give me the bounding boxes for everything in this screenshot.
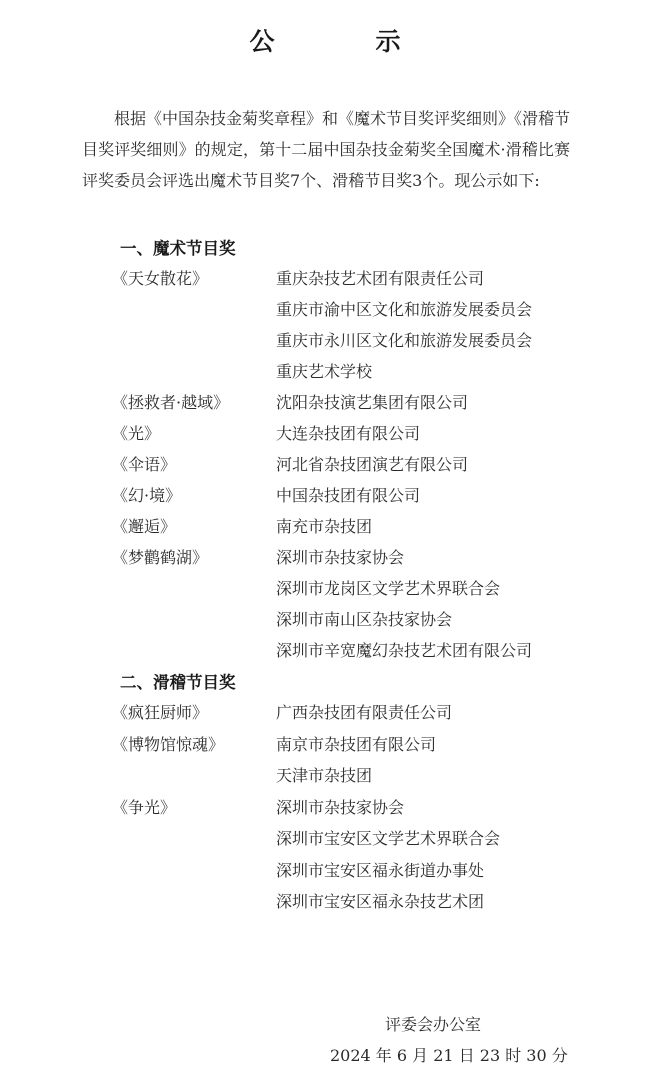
program-title: 《拯救者·越域》 — [112, 393, 230, 412]
organization-name: 深圳市宝安区福永街道办事处 — [276, 860, 485, 880]
organization-name: 天津市杂技团 — [276, 766, 373, 785]
organization-name: 重庆艺术学校 — [276, 362, 373, 381]
program-title: 《邂逅》 — [112, 517, 177, 536]
organization-name: 重庆杂技艺术团有限责任公司 — [276, 269, 485, 288]
program-title: 《疯狂厨师》 — [112, 703, 209, 722]
organization-name: 重庆市永川区文化和旅游发展委员会 — [276, 331, 533, 350]
program-title: 《梦鹳鹤湖》 — [112, 548, 209, 567]
organization-name: 深圳市南山区杂技家协会 — [276, 610, 453, 629]
organization-name: 南京市杂技团有限公司 — [276, 734, 437, 754]
section-heading-comedy: 二、滑稽节目奖 — [120, 673, 236, 692]
program-title: 《天女散花》 — [112, 269, 209, 288]
organization-name: 深圳市宝安区福永杂技艺术团 — [276, 892, 485, 911]
organization-name: 深圳市杂技家协会 — [276, 548, 405, 567]
program-title: 《博物馆惊魂》 — [112, 734, 225, 754]
page-title: 公 示 — [249, 27, 439, 56]
organization-name: 深圳市辛宽魔幻杂技艺术团有限公司 — [276, 641, 533, 660]
issuing-office: 评委会办公室 — [385, 1015, 482, 1034]
section-heading-magic: 一、魔术节目奖 — [120, 239, 236, 258]
organization-name: 南充市杂技团 — [276, 517, 373, 536]
organization-name: 沈阳杂技演艺集团有限公司 — [276, 393, 469, 412]
organization-name: 深圳市龙岗区文学艺术界联合会 — [276, 579, 501, 598]
program-title: 《伞语》 — [112, 455, 177, 474]
program-title: 《光》 — [112, 424, 161, 443]
program-title: 《争光》 — [112, 797, 177, 817]
organization-name: 中国杂技团有限公司 — [276, 486, 421, 505]
organization-name: 大连杂技团有限公司 — [276, 424, 421, 443]
organization-name: 广西杂技团有限责任公司 — [276, 703, 453, 722]
issue-date: 2024 年 6 月 21 日 23 时 30 分 — [330, 1046, 568, 1065]
intro-paragraph: 根据《中国杂技金菊奖章程》和《魔术节目奖评奖细则》《滑稽节目奖评奖细则》的规定，第十二届中国杂技金菊奖全国魔术·滑稽比赛评奖委员会评选出魔术节目奖7个、滑稽节目奖3个。现公示如下: — [82, 109, 571, 190]
organization-name: 深圳市杂技家协会 — [276, 797, 405, 817]
organization-name: 深圳市宝安区文学艺术界联合会 — [276, 829, 501, 848]
organization-name: 重庆市渝中区文化和旅游发展委员会 — [276, 300, 533, 319]
organization-name: 河北省杂技团演艺有限公司 — [276, 455, 469, 474]
program-title: 《幻·境》 — [112, 486, 182, 505]
